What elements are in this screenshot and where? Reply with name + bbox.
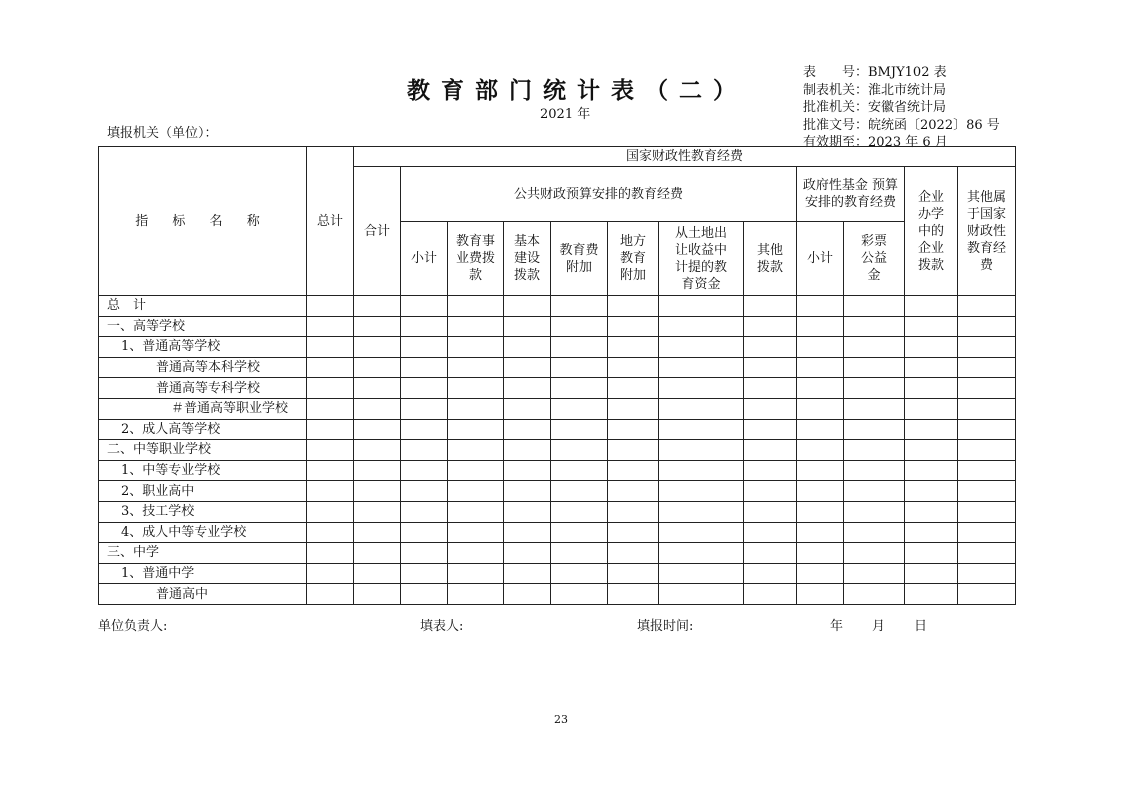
data-cell[interactable]	[608, 460, 659, 481]
data-cell[interactable]	[958, 419, 1016, 440]
data-cell[interactable]	[797, 337, 844, 358]
table-row	[99, 337, 1016, 358]
data-cell[interactable]	[504, 316, 551, 337]
footer-time-label: 填报时间:	[637, 619, 694, 634]
data-cell[interactable]	[608, 337, 659, 358]
data-cell[interactable]	[905, 296, 958, 317]
data-cell[interactable]	[401, 419, 448, 440]
data-cell[interactable]	[958, 316, 1016, 337]
data-cell[interactable]	[551, 337, 608, 358]
data-cell[interactable]	[744, 398, 797, 419]
row-name: 1、普通高等学校	[99, 337, 307, 358]
data-cell[interactable]	[551, 440, 608, 461]
data-cell[interactable]	[659, 584, 744, 605]
row-name: 三、中学	[99, 543, 307, 564]
col-edu-surcharge-header: 教育费附加	[551, 222, 608, 296]
row-name: 2、职业高中	[99, 481, 307, 502]
data-cell[interactable]	[608, 543, 659, 564]
data-cell[interactable]	[448, 543, 504, 564]
data-cell[interactable]	[504, 522, 551, 543]
data-cell[interactable]	[659, 398, 744, 419]
data-cell[interactable]	[448, 398, 504, 419]
col-total-header: 总计	[307, 147, 354, 296]
data-cell[interactable]	[744, 316, 797, 337]
col-gov-fund-header: 政府性基金 预算安排的教育经费	[797, 167, 905, 222]
data-cell[interactable]	[401, 481, 448, 502]
data-cell[interactable]	[958, 378, 1016, 399]
data-cell[interactable]	[905, 357, 958, 378]
data-cell[interactable]	[551, 563, 608, 584]
data-cell[interactable]	[448, 481, 504, 502]
data-cell[interactable]	[744, 378, 797, 399]
data-cell[interactable]	[307, 296, 354, 317]
data-cell[interactable]	[504, 460, 551, 481]
data-cell[interactable]	[307, 419, 354, 440]
data-cell[interactable]	[307, 522, 354, 543]
col-edu-business-header: 教育事业费拨款	[448, 222, 504, 296]
data-cell[interactable]	[844, 584, 905, 605]
data-cell[interactable]	[551, 357, 608, 378]
data-cell[interactable]	[844, 337, 905, 358]
data-cell[interactable]	[608, 584, 659, 605]
data-cell[interactable]	[401, 337, 448, 358]
data-cell[interactable]	[354, 501, 401, 522]
data-cell[interactable]	[354, 316, 401, 337]
data-cell[interactable]	[608, 398, 659, 419]
data-cell[interactable]	[448, 357, 504, 378]
data-cell[interactable]	[659, 481, 744, 502]
data-cell[interactable]	[608, 522, 659, 543]
data-cell[interactable]	[797, 501, 844, 522]
data-cell[interactable]	[844, 378, 905, 399]
data-cell[interactable]	[905, 501, 958, 522]
data-cell[interactable]	[307, 481, 354, 502]
data-cell[interactable]	[744, 501, 797, 522]
data-cell[interactable]	[307, 563, 354, 584]
approval-doc: 批准文号：皖统函〔2022〕86 号	[803, 117, 1000, 133]
data-cell[interactable]	[905, 378, 958, 399]
data-cell[interactable]	[844, 357, 905, 378]
data-cell[interactable]	[905, 316, 958, 337]
data-cell[interactable]	[905, 460, 958, 481]
data-cell[interactable]	[608, 563, 659, 584]
data-cell[interactable]	[659, 440, 744, 461]
data-cell[interactable]	[448, 419, 504, 440]
data-cell[interactable]	[797, 440, 844, 461]
col-land-header: 从土地出让收益中计提的教育资金	[659, 222, 744, 296]
data-cell[interactable]	[608, 501, 659, 522]
data-cell[interactable]	[659, 563, 744, 584]
data-cell[interactable]	[608, 440, 659, 461]
row-name: 普通高等本科学校	[99, 357, 307, 378]
data-cell[interactable]	[504, 584, 551, 605]
data-cell[interactable]	[448, 584, 504, 605]
col-pb-subtotal-header: 小计	[401, 222, 448, 296]
data-cell[interactable]	[551, 316, 608, 337]
report-year: 2021 年	[540, 107, 591, 122]
data-cell[interactable]	[797, 357, 844, 378]
data-cell[interactable]	[744, 460, 797, 481]
page-number: 23	[554, 713, 568, 726]
data-cell[interactable]	[958, 440, 1016, 461]
data-cell[interactable]	[401, 460, 448, 481]
data-cell[interactable]	[354, 440, 401, 461]
data-cell[interactable]	[307, 316, 354, 337]
data-cell[interactable]	[797, 419, 844, 440]
data-cell[interactable]	[307, 357, 354, 378]
row-name: 1、普通中学	[99, 563, 307, 584]
data-cell[interactable]	[401, 357, 448, 378]
table-row	[99, 398, 1016, 419]
data-cell[interactable]	[608, 481, 659, 502]
data-cell[interactable]	[354, 337, 401, 358]
footer-head-label: 单位负责人:	[98, 619, 168, 634]
data-cell[interactable]	[307, 398, 354, 419]
data-cell[interactable]	[844, 460, 905, 481]
data-cell[interactable]	[354, 398, 401, 419]
row-name: 1、中等专业学校	[99, 460, 307, 481]
data-cell[interactable]	[504, 440, 551, 461]
data-cell[interactable]	[744, 419, 797, 440]
valid-until: 有效期至：2023 年 6 月	[803, 135, 948, 150]
data-cell[interactable]	[744, 563, 797, 584]
data-cell[interactable]	[905, 543, 958, 564]
row-name: 总 计	[99, 296, 307, 317]
row-name: 一、高等学校	[99, 316, 307, 337]
data-cell[interactable]	[551, 419, 608, 440]
data-cell[interactable]	[958, 543, 1016, 564]
data-cell[interactable]	[797, 522, 844, 543]
table-row	[99, 316, 1016, 337]
data-cell[interactable]	[958, 398, 1016, 419]
data-cell[interactable]	[401, 522, 448, 543]
data-cell[interactable]	[958, 337, 1016, 358]
data-cell[interactable]	[608, 419, 659, 440]
data-cell[interactable]	[551, 584, 608, 605]
data-cell[interactable]	[659, 419, 744, 440]
data-cell[interactable]	[551, 378, 608, 399]
table-row	[99, 378, 1016, 399]
data-cell[interactable]	[551, 460, 608, 481]
data-cell[interactable]	[551, 501, 608, 522]
data-cell[interactable]	[354, 378, 401, 399]
data-cell[interactable]	[905, 522, 958, 543]
data-cell[interactable]	[551, 522, 608, 543]
data-cell[interactable]	[659, 337, 744, 358]
data-cell[interactable]	[797, 584, 844, 605]
data-cell[interactable]	[958, 522, 1016, 543]
footer-month-label: 月	[872, 619, 886, 634]
data-cell[interactable]	[844, 296, 905, 317]
data-cell[interactable]	[844, 440, 905, 461]
data-cell[interactable]	[844, 563, 905, 584]
data-cell[interactable]	[659, 378, 744, 399]
data-cell[interactable]	[844, 522, 905, 543]
data-cell[interactable]	[905, 398, 958, 419]
data-cell[interactable]	[905, 419, 958, 440]
table-row	[99, 460, 1016, 481]
col-capital-header: 基本建设拨款	[504, 222, 551, 296]
data-cell[interactable]	[504, 337, 551, 358]
data-cell[interactable]	[448, 501, 504, 522]
data-cell[interactable]	[659, 501, 744, 522]
data-cell[interactable]	[307, 460, 354, 481]
data-cell[interactable]	[307, 501, 354, 522]
table-row	[99, 440, 1016, 461]
data-cell[interactable]	[354, 357, 401, 378]
data-cell[interactable]	[744, 481, 797, 502]
data-cell[interactable]	[354, 522, 401, 543]
table-row	[99, 501, 1016, 522]
table-row	[99, 543, 1016, 564]
data-cell[interactable]	[307, 584, 354, 605]
data-cell[interactable]	[551, 398, 608, 419]
table-row	[99, 296, 1016, 317]
footer-day-label: 日	[914, 619, 928, 634]
data-cell[interactable]	[905, 563, 958, 584]
data-cell[interactable]	[448, 460, 504, 481]
data-cell[interactable]	[504, 501, 551, 522]
data-cell[interactable]	[307, 378, 354, 399]
data-cell[interactable]	[905, 584, 958, 605]
data-cell[interactable]	[354, 296, 401, 317]
table-number: 表 号：BMJY102 表	[803, 65, 947, 80]
table-row	[99, 522, 1016, 543]
data-cell[interactable]	[844, 398, 905, 419]
data-cell[interactable]	[448, 563, 504, 584]
data-cell[interactable]	[448, 522, 504, 543]
data-cell[interactable]	[354, 543, 401, 564]
data-cell[interactable]	[744, 584, 797, 605]
col-gf-subtotal-header: 小计	[797, 222, 844, 296]
data-cell[interactable]	[401, 398, 448, 419]
col-other-header: 其他属于国家财政性教育经费	[958, 167, 1016, 296]
data-cell[interactable]	[401, 316, 448, 337]
data-cell[interactable]	[797, 398, 844, 419]
data-cell[interactable]	[797, 460, 844, 481]
row-name: ＃普通高等职业学校	[99, 398, 307, 419]
data-cell[interactable]	[354, 584, 401, 605]
col-national-header: 国家财政性教育经费	[354, 147, 1016, 167]
data-cell[interactable]	[401, 543, 448, 564]
page-title: 教育部门统计表（二）	[407, 77, 747, 104]
footer-filler-label: 填表人:	[420, 619, 464, 634]
data-cell[interactable]	[504, 296, 551, 317]
data-cell[interactable]	[401, 440, 448, 461]
row-name: 2、成人高等学校	[99, 419, 307, 440]
data-cell[interactable]	[659, 522, 744, 543]
data-cell[interactable]	[958, 481, 1016, 502]
row-name: 4、成人中等专业学校	[99, 522, 307, 543]
data-cell[interactable]	[504, 563, 551, 584]
table-row	[99, 563, 1016, 584]
data-cell[interactable]	[354, 460, 401, 481]
data-cell[interactable]	[608, 357, 659, 378]
data-cell[interactable]	[307, 337, 354, 358]
table-row	[99, 481, 1016, 502]
data-cell[interactable]	[844, 419, 905, 440]
data-cell[interactable]	[551, 543, 608, 564]
data-cell[interactable]	[504, 398, 551, 419]
data-cell[interactable]	[354, 419, 401, 440]
data-cell[interactable]	[744, 296, 797, 317]
data-cell[interactable]	[844, 543, 905, 564]
data-cell[interactable]	[659, 316, 744, 337]
data-cell[interactable]	[844, 501, 905, 522]
data-cell[interactable]	[659, 357, 744, 378]
data-cell[interactable]	[958, 460, 1016, 481]
data-cell[interactable]	[797, 543, 844, 564]
data-cell[interactable]	[659, 543, 744, 564]
data-cell[interactable]	[744, 337, 797, 358]
data-cell[interactable]	[797, 378, 844, 399]
data-cell[interactable]	[797, 316, 844, 337]
data-cell[interactable]	[659, 460, 744, 481]
data-cell[interactable]	[744, 440, 797, 461]
data-cell[interactable]	[608, 316, 659, 337]
table-row	[99, 419, 1016, 440]
data-cell[interactable]	[401, 501, 448, 522]
data-cell[interactable]	[608, 296, 659, 317]
data-cell[interactable]	[551, 296, 608, 317]
data-cell[interactable]	[844, 481, 905, 502]
data-cell[interactable]	[504, 543, 551, 564]
made-by: 制表机关：淮北市统计局	[803, 82, 947, 98]
data-cell[interactable]	[659, 296, 744, 317]
statistics-table	[98, 146, 1016, 605]
data-cell[interactable]	[504, 378, 551, 399]
data-cell[interactable]	[551, 481, 608, 502]
data-cell[interactable]	[448, 440, 504, 461]
data-cell[interactable]	[504, 481, 551, 502]
data-cell[interactable]	[448, 296, 504, 317]
data-cell[interactable]	[797, 481, 844, 502]
table-row	[99, 357, 1016, 378]
data-cell[interactable]	[354, 563, 401, 584]
data-cell[interactable]	[504, 419, 551, 440]
row-name: 3、技工学校	[99, 501, 307, 522]
col-public-budget-header: 公共财政预算安排的教育经费	[401, 167, 797, 222]
data-cell[interactable]	[905, 337, 958, 358]
data-cell[interactable]	[958, 584, 1016, 605]
data-cell[interactable]	[744, 357, 797, 378]
data-cell[interactable]	[307, 440, 354, 461]
approved-by: 批准机关：安徽省统计局	[803, 100, 947, 115]
data-cell[interactable]	[354, 481, 401, 502]
data-cell[interactable]	[905, 440, 958, 461]
row-name: 普通高等专科学校	[99, 378, 307, 399]
col-indicator-header: 指 标 名 称	[99, 147, 307, 296]
col-other-grant-header: 其他拨款	[744, 222, 797, 296]
footer-year-label: 年	[830, 619, 844, 634]
data-cell[interactable]	[448, 337, 504, 358]
data-cell[interactable]	[401, 378, 448, 399]
row-name: 二、中等职业学校	[99, 440, 307, 461]
col-enterprise-header: 企业办学中的企业拨款	[905, 167, 958, 296]
data-cell[interactable]	[958, 501, 1016, 522]
row-name: 普通高中	[99, 584, 307, 605]
data-cell[interactable]	[958, 296, 1016, 317]
data-cell[interactable]	[744, 522, 797, 543]
table-row	[99, 584, 1016, 605]
table-meta	[803, 64, 1000, 152]
data-cell[interactable]	[401, 296, 448, 317]
data-cell[interactable]	[504, 357, 551, 378]
data-cell[interactable]	[905, 481, 958, 502]
data-cell[interactable]	[958, 563, 1016, 584]
data-cell[interactable]	[797, 296, 844, 317]
col-subtotal-all-header: 合计	[354, 167, 401, 296]
data-cell[interactable]	[744, 543, 797, 564]
data-cell[interactable]	[307, 543, 354, 564]
col-local-surcharge-header: 地方教育附加	[608, 222, 659, 296]
data-cell[interactable]	[844, 316, 905, 337]
col-lottery-header: 彩票公益金	[844, 222, 905, 296]
data-cell[interactable]	[401, 563, 448, 584]
data-cell[interactable]	[448, 378, 504, 399]
filler-organization-label: 填报机关（单位）：	[107, 126, 218, 141]
data-cell[interactable]	[448, 316, 504, 337]
data-cell[interactable]	[958, 357, 1016, 378]
data-cell[interactable]	[401, 584, 448, 605]
data-cell[interactable]	[797, 563, 844, 584]
data-cell[interactable]	[608, 378, 659, 399]
